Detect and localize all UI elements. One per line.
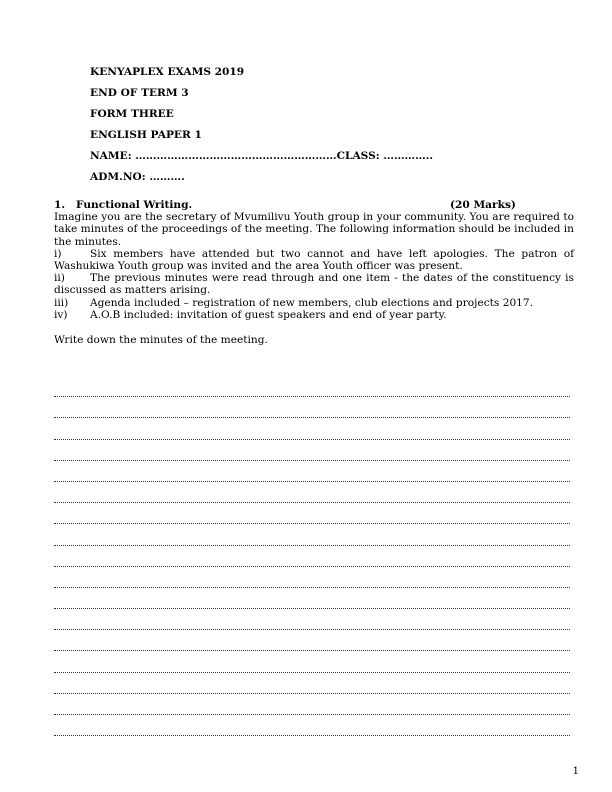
answer-line[interactable]: [54, 700, 570, 721]
answer-line[interactable]: [54, 509, 570, 530]
paper-label: ENGLISH PAPER 1: [90, 129, 202, 141]
answer-line[interactable]: [54, 530, 570, 551]
item-text: Agenda included – registration of new members, club elections and projects 2017.: [90, 296, 534, 309]
answer-line[interactable]: [54, 446, 570, 467]
question-prompt: Imagine you are the secretary of Mvumilivu Youth group in your community. You are required to take minutes of the proceedings of the meeting. The following information should be included in the minutes.: [54, 211, 574, 248]
question-1: [54, 199, 574, 346]
answer-line[interactable]: [54, 615, 570, 636]
answer-line[interactable]: [54, 594, 570, 615]
item-text: The previous minutes were read through and one item - the dates of the constituency is discussed as matters arising.: [54, 272, 574, 297]
name-class-field: NAME: …………………………………………………CLASS: …………..: [90, 150, 434, 162]
question-item: [54, 248, 574, 272]
answer-line[interactable]: [54, 467, 570, 488]
answer-line[interactable]: [54, 636, 570, 657]
answer-lines: [54, 382, 570, 742]
exam-title: KENYAPLEX EXAMS 2019: [90, 66, 245, 78]
item-label: ii): [54, 272, 65, 285]
answer-line[interactable]: [54, 382, 570, 403]
question-title: Functional Writing.: [76, 199, 193, 211]
question-number: 1.: [54, 199, 66, 211]
answer-line[interactable]: [54, 721, 570, 742]
question-items: [54, 248, 574, 321]
page-number: 1: [572, 766, 579, 777]
item-label: i): [54, 247, 62, 260]
form-label: FORM THREE: [90, 108, 174, 120]
question-marks: (20 Marks): [450, 199, 516, 211]
item-label: iv): [54, 308, 68, 321]
exam-header: [90, 62, 433, 188]
question-item: [54, 297, 574, 309]
term-label: END OF TERM 3: [90, 87, 189, 99]
question-heading: [54, 199, 574, 211]
answer-line[interactable]: [54, 424, 570, 445]
question-instruction: Write down the minutes of the meeting.: [54, 334, 268, 347]
adm-number-field: ADM.NO: ……….: [90, 171, 185, 183]
question-item: [54, 309, 574, 321]
answer-line[interactable]: [54, 679, 570, 700]
item-label: iii): [54, 296, 69, 309]
answer-line[interactable]: [54, 552, 570, 573]
answer-line[interactable]: [54, 573, 570, 594]
item-text: A.O.B included: invitation of guest speakers and end of year party.: [90, 308, 447, 321]
answer-line[interactable]: [54, 657, 570, 678]
answer-line[interactable]: [54, 403, 570, 424]
answer-line[interactable]: [54, 488, 570, 509]
item-text: Six members have attended but two cannot and have left apologies. The patron of Washukiwa Youth group was invited and the area Youth officer was present.: [54, 247, 574, 272]
question-item: [54, 272, 574, 296]
